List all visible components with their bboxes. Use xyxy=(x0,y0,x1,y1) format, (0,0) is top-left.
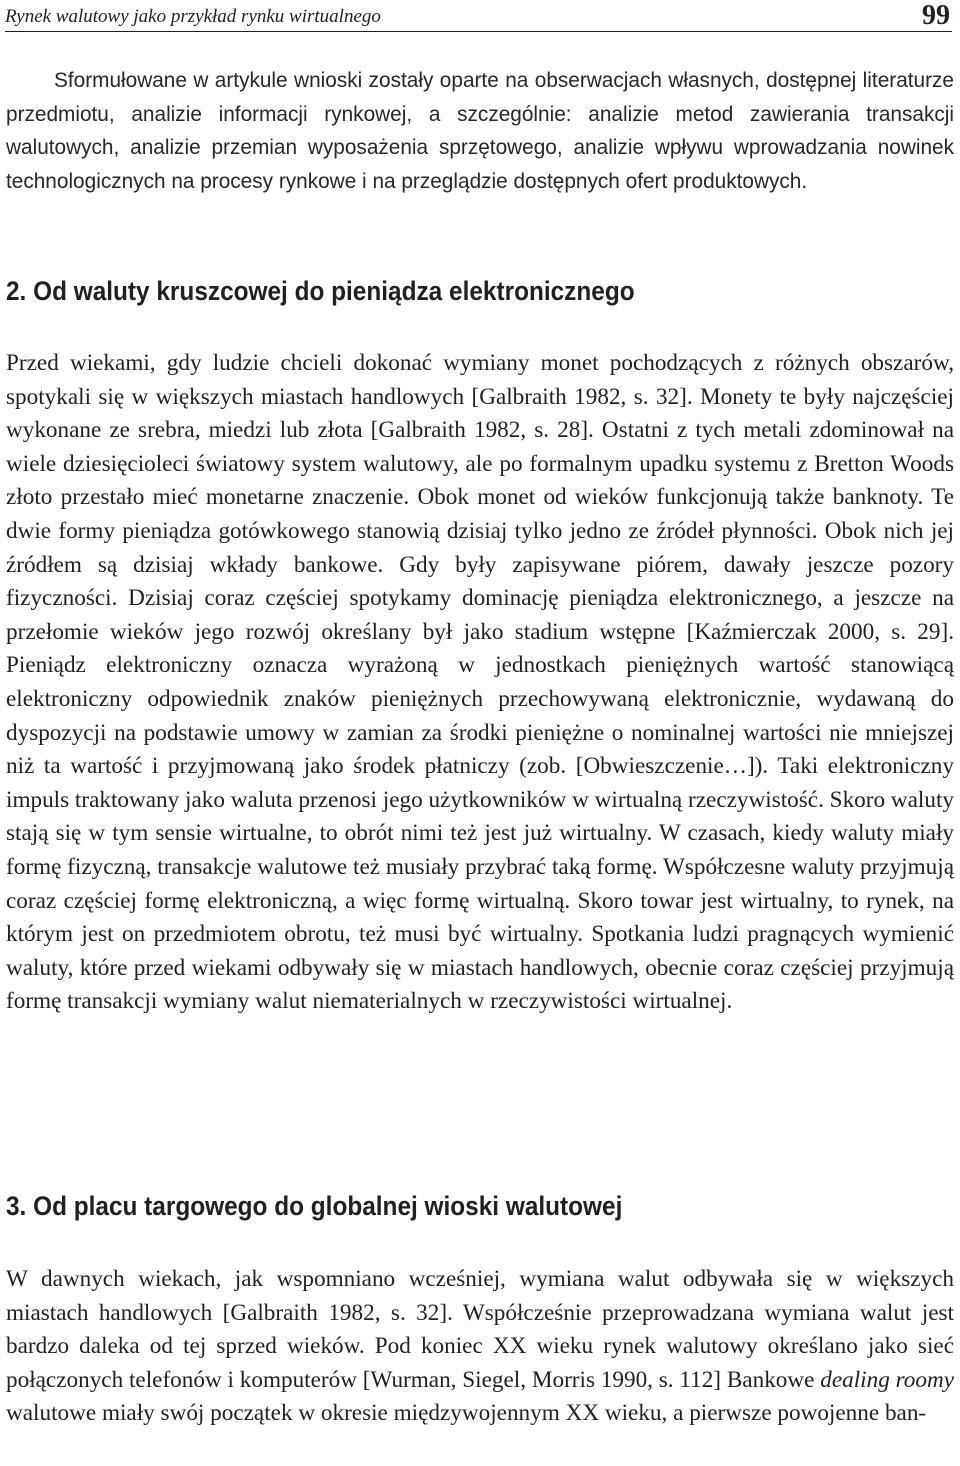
section-2-heading: 2. Od waluty kruszcowej do pieniądza elektronicznego xyxy=(6,276,635,306)
section-3-heading: 3. Od placu targowego do globalnej wioski walutowej xyxy=(6,1191,623,1221)
running-title: Rynek walutowy jako przykład rynku wirtualnego xyxy=(5,6,381,27)
section-3-text-start: W dawnych wiekach, jak wspomniano wcześniej, wymiana walut odbywała się w większych miastach handlowych [Galbraith 1982, s. 32]. Współcześnie przeprowadzana wymiana walut jest bardzo daleka od tej sprzed wieków. Pod koniec XX wieku rynek walutowy określano jako sieć połączonych telefonów i komputerów [Wurman, Siegel, Morris 1990, s. 112] Bankowe xyxy=(6,1266,954,1393)
section-3-paragraph xyxy=(6,1263,954,1431)
section-2-paragraph: Przed wiekami, gdy ludzie chcieli dokonać wymiany monet pochodzących z różnych obszarów, spotykali się w większych miastach handlowych [Galbraith 1982, s. 32]. Monety te były najczęściej wykonane ze srebra, miedzi lub złota [Galbraith 1982, s. 28]. Ostatni z tych metali zdominował na wiele dziesięcioleci światowy system walutowy, ale po formalnym upadku systemu z Bretton Woods złoto przestało mieć monetarne znaczenie. Obok monet od wieków funkcjonują także banknoty. Te dwie formy pieniądza gotówkowego stanowią dzisiaj tylko jedno ze źródeł płynności. Obok nich jej źródłem są dzisiaj wkłady bankowe. Gdy były zapisywane piórem, dawały jeszcze pozory fizyczności. Dzisiaj coraz częściej spotykamy dominację pieniądza elektronicznego, a jeszcze na przełomie wieków jego rozwój określany był jako stadium wstępne [Kaźmierczak 2000, s. 29]. Pieniądz elektroniczny oznacza wyrażoną w jednostkach pieniężnych wartość stanowiącą elektroniczny odpowiednik znaków pieniężnych przechowywaną elektronicznie, wydawaną do dyspozycji na podstawie umowy w zamian za środki pieniężne o nominalnej wartości nie mniejszej niż ta wartość i przyjmowaną jako środek płatniczy (zob. [Obwieszczenie…]). Taki elektroniczny impuls traktowany jako waluta przenosi jego użytkowników w wirtualną rzeczywistość. Skoro waluty stają się w tym sensie wirtualne, to obrót nimi też jest już wirtualny. W czasach, kiedy waluty miały formę fizyczną, transakcje walutowe też musiały przybrać taką formę. Współczesne waluty przyjmują coraz częściej formę elektroniczną, a więc formę wirtualną. Skoro towar jest wirtualny, to rynek, na którym jest on przedmiotem obrotu, też musi być wirtualny. Spotkania ludzi pragnących wymienić waluty, które przed wiekami odbywały się w miastach handlowych, obecnie coraz częściej przyjmują formę transakcji wymiany walut niematerialnych w rzeczywistości wirtualnej. xyxy=(6,350,954,1015)
section-3-text-end: walutowe miały swój początek w okresie międzywojennym XX wieku, a pierwsze powojenne ban- xyxy=(6,1400,927,1427)
section-3-italic-term: dealing roomy xyxy=(820,1366,954,1393)
page-number: 99 xyxy=(922,0,950,31)
running-header xyxy=(5,0,952,32)
intro-paragraph: Sformułowane w artykule wnioski zostały oparte na obserwacjach własnych, dostępnej literaturze przedmiotu, analizie informacji rynkowej, a szczególnie: analizie metod zawierania transakcji walutowych, analizie przemian wyposażenia sprzętowego, analizie wpływu wprowadzania nowinek technologicznych na procesy rynkowe i na przeglądzie dostępnych ofert produktowych. xyxy=(6,69,954,193)
